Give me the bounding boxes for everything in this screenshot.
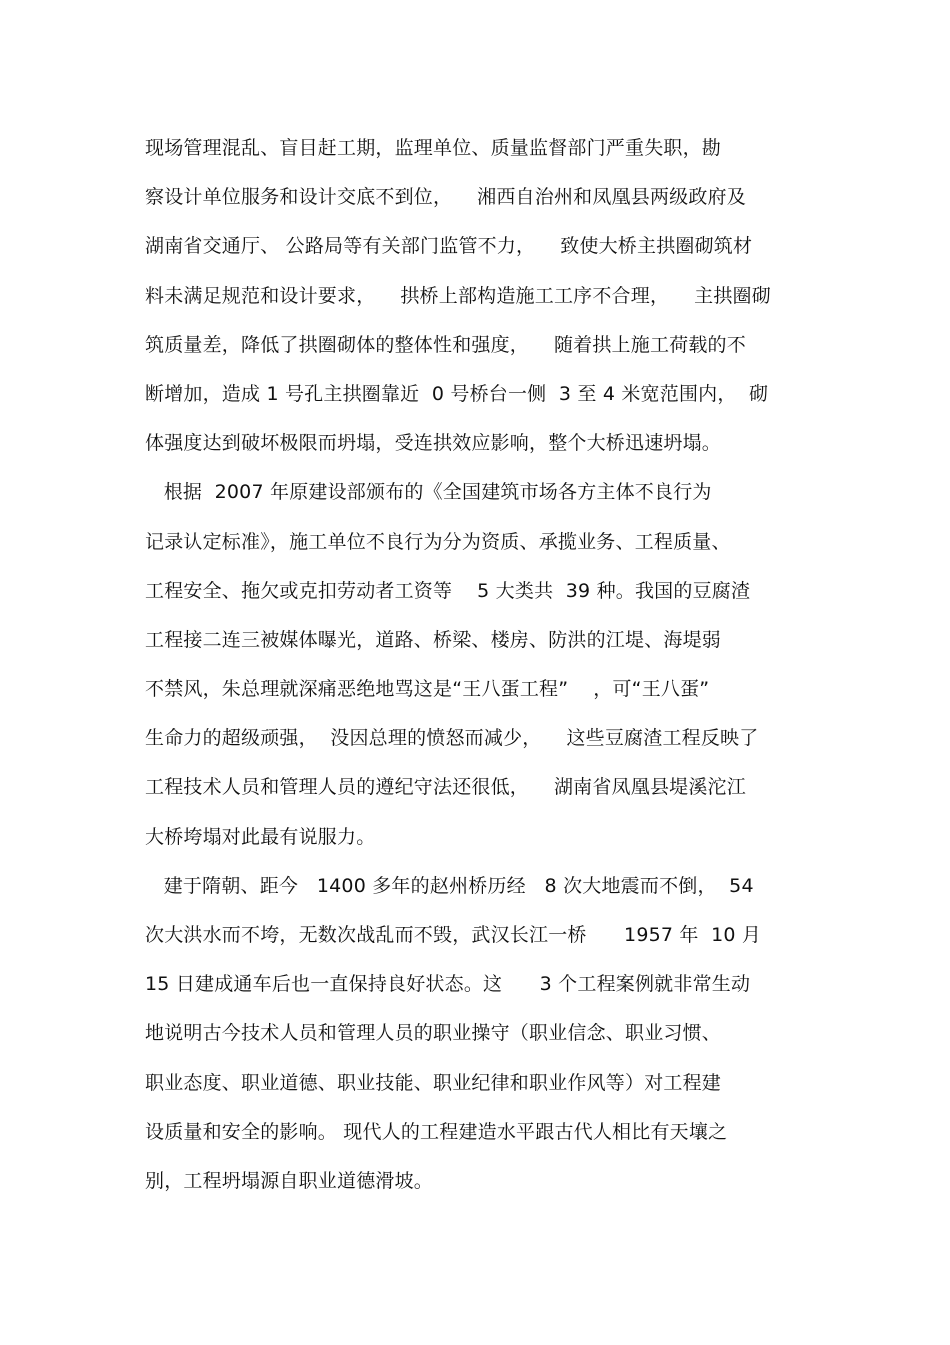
text-line-4: 料未满足规范和设计要求， 拱桥上部构造施工工序不合理， 主拱圈砌 bbox=[145, 284, 771, 307]
text-line-8: 根据 2007 年原建设部颁布的《全国建筑市场各方主体不良行为 bbox=[145, 481, 712, 504]
text-line-11: 工程接二连三被媒体曝光，道路、桥梁、楼房、防洪的江堤、海堤弱 bbox=[145, 628, 722, 651]
text-line-18: 15 日建成通车后也一直保持良好状态。这 3 个工程案例就非常生动 bbox=[145, 973, 751, 996]
text-line-10: 工程安全、拖欠或克扣劳动者工资等 5 大类共 39 种。我国的豆腐渣 bbox=[145, 579, 751, 602]
text-line-19: 地说明古今技术人员和管理人员的职业操守（职业信念、职业习惯、 bbox=[145, 1022, 722, 1045]
text-line-2: 察设计单位服务和设计交底不到位， 湘西自治州和凤凰县两级政府及 bbox=[145, 186, 746, 209]
text-line-12: 不禁风，朱总理就深痛恶绝地骂这是“王八蛋工程” ，可“王八蛋” bbox=[145, 678, 710, 701]
text-line-5: 筑质量差，降低了拱圈砌体的整体性和强度， 随着拱上施工荷载的不 bbox=[145, 333, 746, 356]
text-line-6: 断增加，造成 1 号孔主拱圈靠近 0 号桥台一侧 3 至 4 米宽范围内， 砌 bbox=[145, 382, 769, 405]
text-line-20: 职业态度、职业道德、职业技能、职业纪律和职业作风等）对工程建 bbox=[145, 1071, 722, 1094]
text-line-13: 生命力的超级顽强， 没因总理的愤怒而减少， 这些豆腐渣工程反映了 bbox=[145, 727, 759, 750]
text-line-22: 别，工程坍塌源自职业道德滑坡。 bbox=[145, 1169, 434, 1192]
text-line-15: 大桥垮塌对此最有说服力。 bbox=[145, 825, 376, 848]
text-line-21: 设质量和安全的影响。 现代人的工程建造水平跟古代人相比有天壤之 bbox=[145, 1120, 728, 1143]
text-line-17: 次大洪水而不垮，无数次战乱而不毁，武汉长江一桥 1957 年 10 月 bbox=[145, 924, 762, 946]
text-line-7: 体强度达到破坏极限而坍塌，受连拱效应影响，整个大桥迅速坍塌。 bbox=[145, 432, 722, 455]
text-line-9: 记录认定标准》，施工单位不良行为分为资质、承揽业务、工程质量、 bbox=[145, 530, 731, 553]
text-line-1: 现场管理混乱、盲目赶工期，监理单位、质量监督部门严重失职，勘 bbox=[145, 137, 722, 159]
text-line-3: 湖南省交通厅、 公路局等有关部门监管不力， 致使大桥主拱圈砌筑材 bbox=[145, 235, 753, 258]
text-line-16: 建于隋朝、距今 1400 多年的赵州桥历经 8 次大地震而不倒， 54 bbox=[145, 874, 754, 897]
text-line-14: 工程技术人员和管理人员的遵纪守法还很低， 湖南省凤凰县堤溪沱江 bbox=[145, 776, 746, 799]
body-text bbox=[145, 124, 815, 1206]
